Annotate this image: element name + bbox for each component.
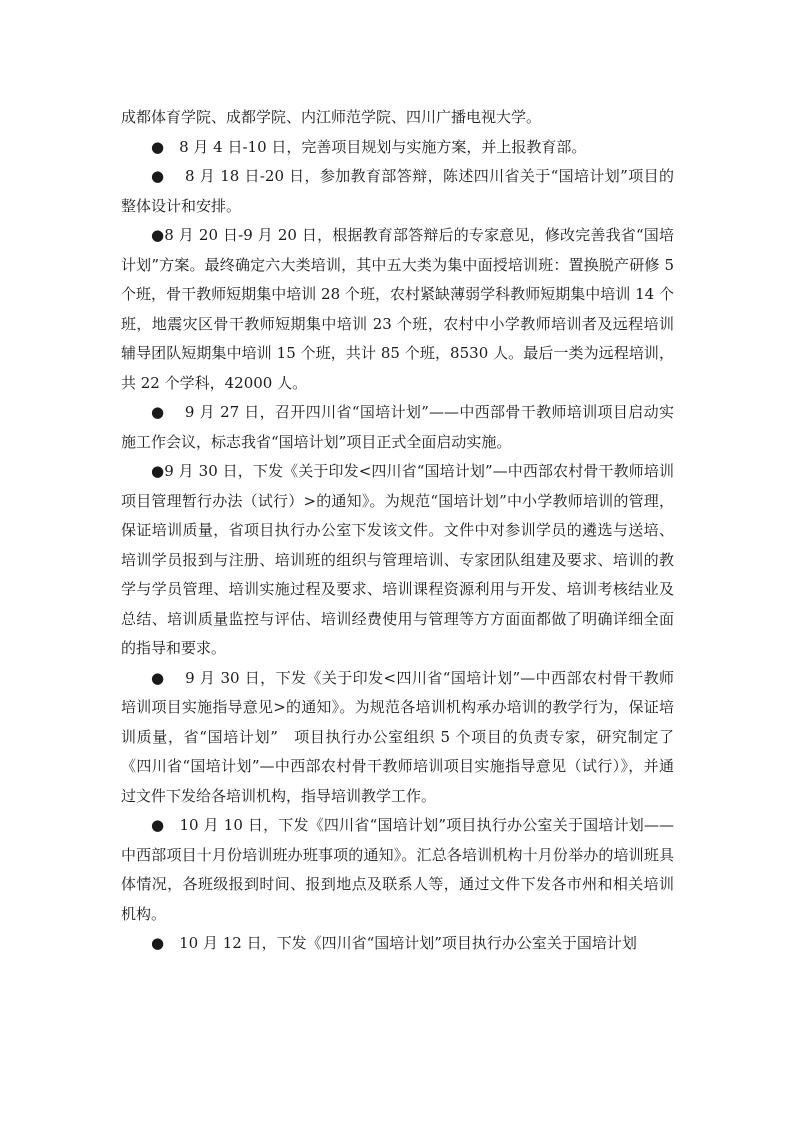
document-body (121, 103, 674, 959)
paragraph-sep-27: ● 9 月 27 日，召开四川省“国培计划”——中西部骨干教师培训项目启动实施工作会议，标志我省“国培计划”项目正式全面启动实施。 (121, 403, 674, 451)
paragraph-oct-10: ● 10 月 10 日，下发《四川省“国培计划”项目执行办公室关于国培计划——中西部项目十月份培训班办班事项的通知》。汇总各培训机构十月份举办的培训班具体情况，各班级报到时间、报到地点及联系人等，通过文件下发各市州和相关培训机构。 (121, 816, 674, 923)
paragraph-sep-30-management: ●9 月 30 日，下发《关于印发<四川省“国培计划”—中西部农村骨干教师培训项目管理暂行办法（试行）>的通知》。为规范“国培计划”中小学教师培训的管理，保证培训质量，省项目执行办公室下发该文件。文件中对参训学员的遴选与送培、培训学员报到与注册、培训班的组织与管理培训、专家团队组建及要求、培训的教学与学员管理、培训实施过程及要求、培训课程资源利用与开发、培训考核结业及总结、培训质量监控与评估、培训经费使用与管理等方方面面都做了明确详细全面的指导和要求。 (121, 462, 674, 657)
paragraph-aug-4: ● 8 月 4 日-10 日，完善项目规划与实施方案，并上报教育部。 (151, 137, 587, 156)
paragraph-institutions: 成都体育学院、成都学院、内江师范学院、四川广播电视大学。 (121, 108, 542, 126)
paragraph-aug-18: ● 8 月 18 日-20 日，参加教育部答辩，陈述四川省关于“国培计划”项目的整体设计和安排。 (121, 167, 674, 215)
paragraph-aug-20: ●8 月 20 日-9 月 20 日，根据教育部答辩后的专家意见，修改完善我省“国培计划”方案。最终确定六大类培训，其中五大类为集中面授培训班：置换脱产研修 5 个班，骨干教师短期集中培训 28 个班，农村紧缺薄弱学科教师短期集中培训 14 个班，地震灾区骨干教师短期集中培训 23 个班，农村中小学教师培训者及远程培训辅导团队短期集中培训 15 个班，共计 85 个班，8530 人。最后一类为远程培训，共 22 个学科，42000 人。 (121, 226, 674, 392)
paragraph-oct-12: ● 10 月 12 日，下发《四川省“国培计划”项目执行办公室关于国培计划 (151, 934, 637, 952)
paragraph-sep-30-guidance: ● 9 月 30 日，下发《关于印发<四川省“国培计划”—中西部农村骨干教师培训项目实施指导意见>的通知》。为规范各培训机构承办培训的教学行为，保证培训质量，省“国培计划” 项目执行办公室组织 5 个项目的负责专家，研究制定了《四川省“国培计划”—中西部农村骨干教师培训项目实施指导意见（试行）》，并通过文件下发给各培训机构，指导培训教学工作。 (121, 668, 674, 805)
